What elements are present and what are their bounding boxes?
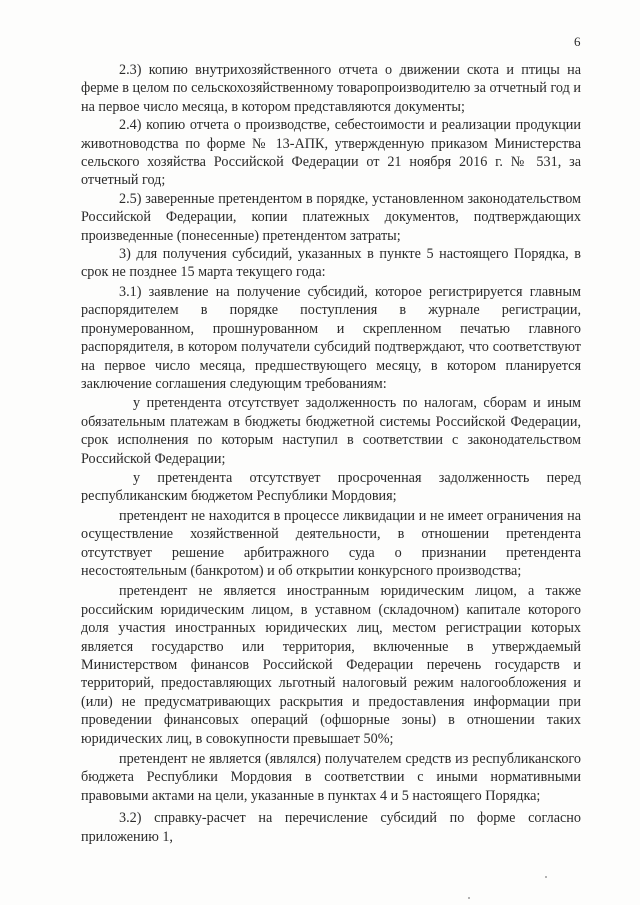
requirement-no-tax-debt: у претендента отсутствует задолженность по налогам, сборам и иным обязательным платежам в бюджеты бюджетной системы Российской Федерации, срок исполнения по которым наступил в соответствии с законодательством Российской Федерации; <box>81 395 581 467</box>
paragraph-2-4: 2.4) копию отчета о производстве, себестоимости и реализации продукции животноводства по форме № 13-АПК, утвержденную приказом Министерства сельского хозяйства Российской Федерации от 21 ноября 2016 г. № 531, за отчетный год; <box>81 117 581 189</box>
paragraph-2-5: 2.5) заверенные претендентом в порядке, установленном законодательством Российской Федерации, копии платежных документов, подтверждающих произведенные (понесенные) претендентом затраты; <box>81 190 581 244</box>
requirement-no-liquidation: претендент не находится в процессе ликвидации и не имеет ограничения на осуществление хозяйственной деятельности, в отношении претендента отсутствует решение арбитражного суда о признании претендента несостоятельным (банкротом) и об открытии конкурсного производства; <box>81 507 581 579</box>
paragraph-3-2: 3.2) справку-расчет на перечисление субсидий по форме согласно приложению 1, <box>81 810 581 845</box>
requirement-no-overdue-debt: у претендента отсутствует просроченная задолженность перед республиканским бюджетом Республики Мордовия; <box>81 469 581 505</box>
requirement-no-other-funding: претендент не является (являлся) получателем средств из республиканского бюджета Республики Мордовия в соответствии с иными нормативными правовыми актами на цели, указанные в пунктах 4 и 5 настоящего Порядка; <box>81 751 581 804</box>
scan-speck <box>545 876 547 878</box>
paragraph-3-1: 3.1) заявление на получение субсидий, которое регистрируется главным распорядителем в порядке поступления в журнале регистрации, пронумерованном, прошнурованном и скрепленном печатью главного распорядителя, в котором получатели субсидий подтверждают, что соответствуют на первое число месяца, предшествующего месяцу, в котором планируется заключение соглашения следующим требованиям: <box>81 283 581 392</box>
paragraph-3: 3) для получения субсидий, указанных в пункте 5 настоящего Порядка, в срок не позднее 15 марта текущего года: <box>81 246 581 281</box>
document-body <box>81 61 581 846</box>
paragraph-2-3: 2.3) копию внутрихозяйственного отчета о движении скота и птицы на ферме в целом по сельскохозяйственному товаропроизводителю за отчетный год и на первое число месяца, в котором представляются документы; <box>81 62 581 115</box>
requirement-not-foreign-entity: претендент не является иностранным юридическим лицом, а также российским юридическим лицом, в уставном (складочном) капитале которого доля участия иностранных юридических лиц, местом регистрации которых является государство или территория, включенные в утверждаемый Министерством финансов Российской Федерации перечень государств и территорий, предоставляющих льготный налоговый режим налогообложения и (или) не предусматривающих раскрытия и предоставления информации при проведении финансовых операций (офшорные зоны) в отношении таких юридических лиц, в совокупности превышает 50%; <box>81 583 581 747</box>
scan-speck <box>468 897 470 899</box>
page-number: 6 <box>574 34 581 49</box>
